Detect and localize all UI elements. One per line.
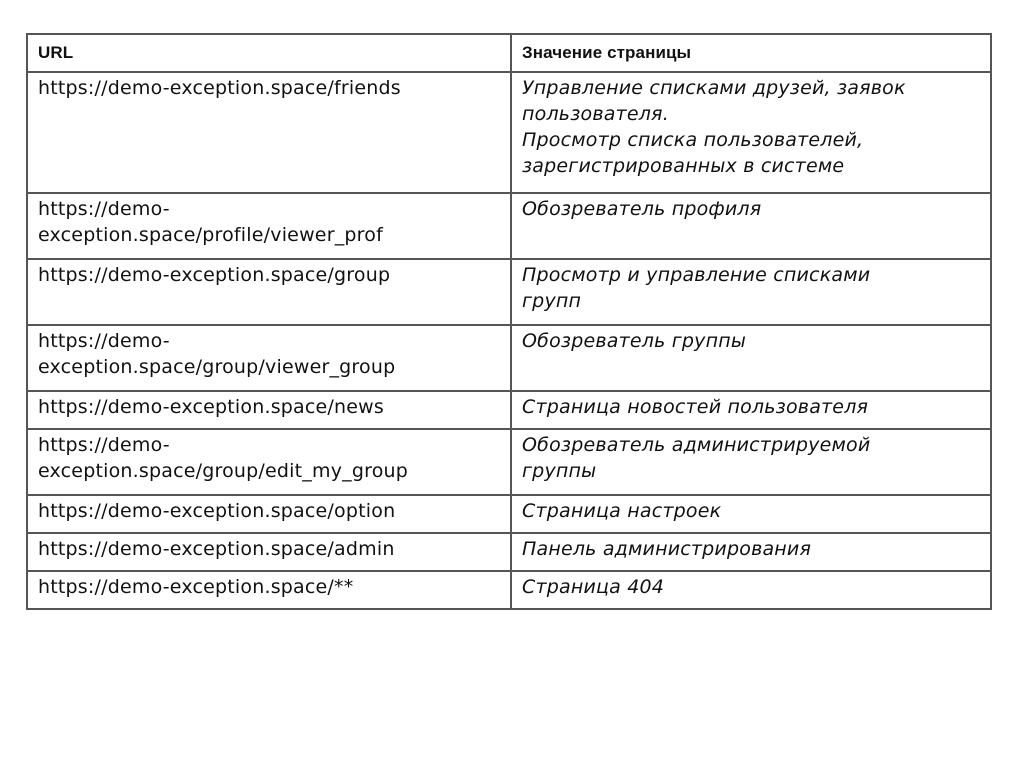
url-cell: [27, 72, 511, 193]
meaning-text: Обозреватель профиля: [522, 198, 762, 220]
url-text: https://demo-exception.space/news: [38, 396, 385, 418]
meaning-text: группы: [522, 460, 597, 482]
table-row: [27, 259, 991, 325]
meaning-text: Страница 404: [522, 576, 665, 598]
column-header-meaning: Значение страницы: [511, 34, 991, 72]
url-cell: [27, 495, 511, 533]
meaning-cell: [511, 571, 991, 609]
column-header-url: URL: [27, 34, 511, 72]
url-text: https://demo-exception.space/option: [38, 500, 396, 522]
url-text: exception.space/profile/viewer_prof: [38, 224, 383, 246]
meaning-cell: [511, 533, 991, 571]
url-text: https://demo-: [38, 198, 170, 220]
meaning-text: Обозреватель группы: [522, 330, 747, 352]
meaning-cell: [511, 325, 991, 391]
meaning-cell: [511, 72, 991, 193]
meaning-text: Страница настроек: [522, 500, 722, 522]
table-header-row: [27, 34, 991, 72]
meaning-text: Просмотр и управление списками: [522, 264, 871, 286]
url-meaning-table: [26, 33, 992, 610]
meaning-text: Панель администрирования: [522, 538, 812, 560]
url-cell: [27, 533, 511, 571]
meaning-cell: [511, 391, 991, 429]
meaning-text: Обозреватель администрируемой: [522, 434, 871, 456]
url-text: https://demo-: [38, 330, 170, 352]
meaning-cell: [511, 193, 991, 259]
meaning-text: зарегистрированных в системе: [522, 155, 845, 177]
url-cell: [27, 193, 511, 259]
table-row: [27, 495, 991, 533]
table-row: [27, 391, 991, 429]
table-row: [27, 571, 991, 609]
url-text: https://demo-: [38, 434, 170, 456]
meaning-text: Просмотр списка пользователей,: [522, 129, 864, 151]
meaning-cell: [511, 495, 991, 533]
url-cell: [27, 259, 511, 325]
meaning-text: Управление списками друзей, заявок: [522, 77, 906, 99]
url-cell: [27, 429, 511, 495]
table-row: [27, 533, 991, 571]
meaning-text: Страница новостей пользователя: [522, 396, 869, 418]
url-text: https://demo-exception.space/friends: [38, 77, 401, 99]
meaning-text: групп: [522, 290, 582, 312]
table-row: [27, 72, 991, 193]
meaning-text: пользователя.: [522, 103, 669, 125]
url-text: https://demo-exception.space/**: [38, 576, 354, 598]
url-text: https://demo-exception.space/group: [38, 264, 391, 286]
meaning-cell: [511, 259, 991, 325]
table-row: [27, 429, 991, 495]
url-text: exception.space/group/edit_my_group: [38, 460, 409, 482]
url-cell: [27, 325, 511, 391]
url-cell: [27, 391, 511, 429]
url-text: exception.space/group/viewer_group: [38, 356, 396, 378]
url-cell: [27, 571, 511, 609]
meaning-cell: [511, 429, 991, 495]
url-text: https://demo-exception.space/admin: [38, 538, 395, 560]
table-row: [27, 325, 991, 391]
table-row: [27, 193, 991, 259]
